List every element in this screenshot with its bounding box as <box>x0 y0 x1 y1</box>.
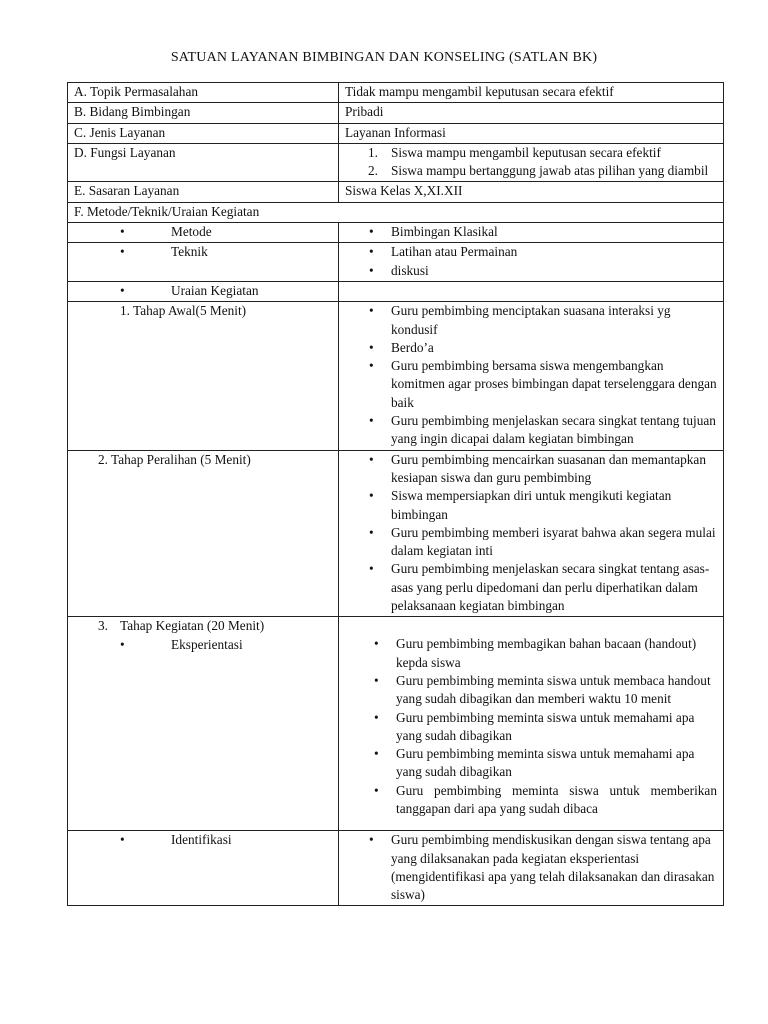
list-item: • Guru pembimbing memberi isyarat bahwa akan segera mulai dalam kegiatan inti <box>345 524 717 561</box>
list-item: • Guru pembimbing menjelaskan secara singkat tentang tujuan yang ingin dicapai dalam kegiatan bimbingan <box>345 412 717 449</box>
row-label <box>68 243 339 282</box>
list-number: 1. <box>368 144 378 160</box>
row-value: Layanan Informasi <box>339 123 724 143</box>
row-value: Siswa Kelas X,XI.XII <box>339 182 724 202</box>
list-text: Siswa mampu bertanggung jawab atas pilihan yang diambil <box>391 163 709 179</box>
label-text: Uraian Kegiatan <box>171 282 259 298</box>
row-value <box>339 831 724 906</box>
row-value <box>339 223 724 243</box>
list-item <box>345 162 717 180</box>
list-item <box>345 144 717 162</box>
table-row <box>68 123 724 143</box>
list-item: • Guru pembimbing membagikan bahan bacaan (handout) kepda siswa <box>350 635 717 672</box>
bullet-list <box>345 302 717 448</box>
bullet-icon: • <box>120 244 125 260</box>
list-item: • Latihan atau Permainan <box>345 243 717 261</box>
row-label <box>68 302 339 450</box>
bullet-list <box>345 243 717 280</box>
step-number: 3. <box>98 618 108 634</box>
bullet-icon: • <box>120 636 125 652</box>
row-label: A. Topik Permasalahan <box>68 83 339 103</box>
list-item: • diskusi <box>345 262 717 280</box>
row-label <box>68 831 339 906</box>
bullet-icon: • <box>120 282 125 298</box>
list-item: • Guru pembimbing menciptakan suasana interaksi yg kondusif <box>345 302 717 339</box>
row-value <box>339 617 724 831</box>
row-label <box>68 450 339 617</box>
row-label <box>68 617 339 831</box>
row-label: E. Sasaran Layanan <box>68 182 339 202</box>
table-row <box>68 243 724 282</box>
row-label: B. Bidang Bimbingan <box>68 103 339 123</box>
list-number: 2. <box>368 163 378 179</box>
row-value <box>339 243 724 282</box>
label-text: Metode <box>171 224 212 240</box>
row-label: D. Fungsi Layanan <box>68 143 339 182</box>
label-text: Identifikasi <box>171 832 232 848</box>
list-item: • Berdo’a <box>345 339 717 357</box>
list-item: • Guru pembimbing meminta siswa untuk memahami apa yang sudah dibagikan <box>350 745 717 782</box>
table-row <box>68 302 724 450</box>
label-text: Eksperientasi <box>171 636 243 652</box>
row-label <box>68 223 339 243</box>
table-row <box>68 83 724 103</box>
table-row <box>68 617 724 831</box>
row-label: C. Jenis Layanan <box>68 123 339 143</box>
row-value: Tidak mampu mengambil keputusan secara efektif <box>339 83 724 103</box>
row-label <box>68 281 339 301</box>
row-value <box>339 302 724 450</box>
row-value <box>339 281 724 301</box>
step-text: Tahap Kegiatan (20 Menit) <box>120 618 265 634</box>
row-value: Pribadi <box>339 103 724 123</box>
bullet-list <box>345 635 717 818</box>
table-row <box>68 831 724 906</box>
list-item: • Guru pembimbing meminta siswa untuk memahami apa yang sudah dibagikan <box>350 709 717 746</box>
table-row <box>68 281 724 301</box>
table-row <box>68 103 724 123</box>
list-item: • Guru pembimbing bersama siswa mengembangkan komitmen agar proses bimbingan dapat terselenggara dengan baik <box>345 357 717 412</box>
section-header: F. Metode/Teknik/Uraian Kegiatan <box>68 202 724 222</box>
list-item: • Bimbingan Klasikal <box>345 223 717 241</box>
list-item: • Guru pembimbing mendiskusikan dengan siswa tentang apa yang dilaksanakan pada kegiatan eksperientasi (mengidentifikasi apa yang telah dilaksanakan dan dirasakan siswa) <box>345 831 717 904</box>
step-label: 1. Tahap Awal(5 Menit) <box>120 303 247 319</box>
table-row <box>68 143 724 182</box>
numbered-list <box>345 144 717 181</box>
satlan-table <box>67 82 724 906</box>
table-row <box>68 202 724 222</box>
row-value <box>339 143 724 182</box>
table-row <box>68 450 724 617</box>
list-item: • Guru pembimbing menjelaskan secara singkat tentang asas-asas yang perlu dipedomani dan perlu diperhatikan dalam pelaksanaan kegiatan bimbingan <box>345 560 717 615</box>
bullet-list <box>345 831 717 904</box>
list-item: • Guru pembimbing meminta siswa untuk memberikan tanggapan dari apa yang sudah dibaca <box>350 782 717 819</box>
bullet-icon: • <box>120 224 125 240</box>
list-item: • Guru pembimbing mencairkan suasanan dan memantapkan kesiapan siswa dan guru pembimbing <box>345 451 717 488</box>
step-label: 2. Tahap Peralihan (5 Menit) <box>98 451 251 467</box>
list-text: Siswa mampu mengambil keputusan secara efektif <box>391 144 661 160</box>
bullet-list <box>345 223 717 241</box>
list-item: • Siswa mempersiapkan diri untuk mengikuti kegiatan bimbingan <box>345 487 717 524</box>
table-row <box>68 182 724 202</box>
row-value <box>339 450 724 617</box>
step-label <box>74 617 332 635</box>
list-item: • Guru pembimbing meminta siswa untuk membaca handout yang sudah dibagikan dan memberi waktu 10 menit <box>350 672 717 709</box>
document-title: SATUAN LAYANAN BIMBINGAN DAN KONSELING (SATLAN BK) <box>170 50 598 65</box>
label-text: Teknik <box>171 244 208 260</box>
table-row <box>68 223 724 243</box>
bullet-icon: • <box>120 832 125 848</box>
bullet-list <box>345 451 717 616</box>
